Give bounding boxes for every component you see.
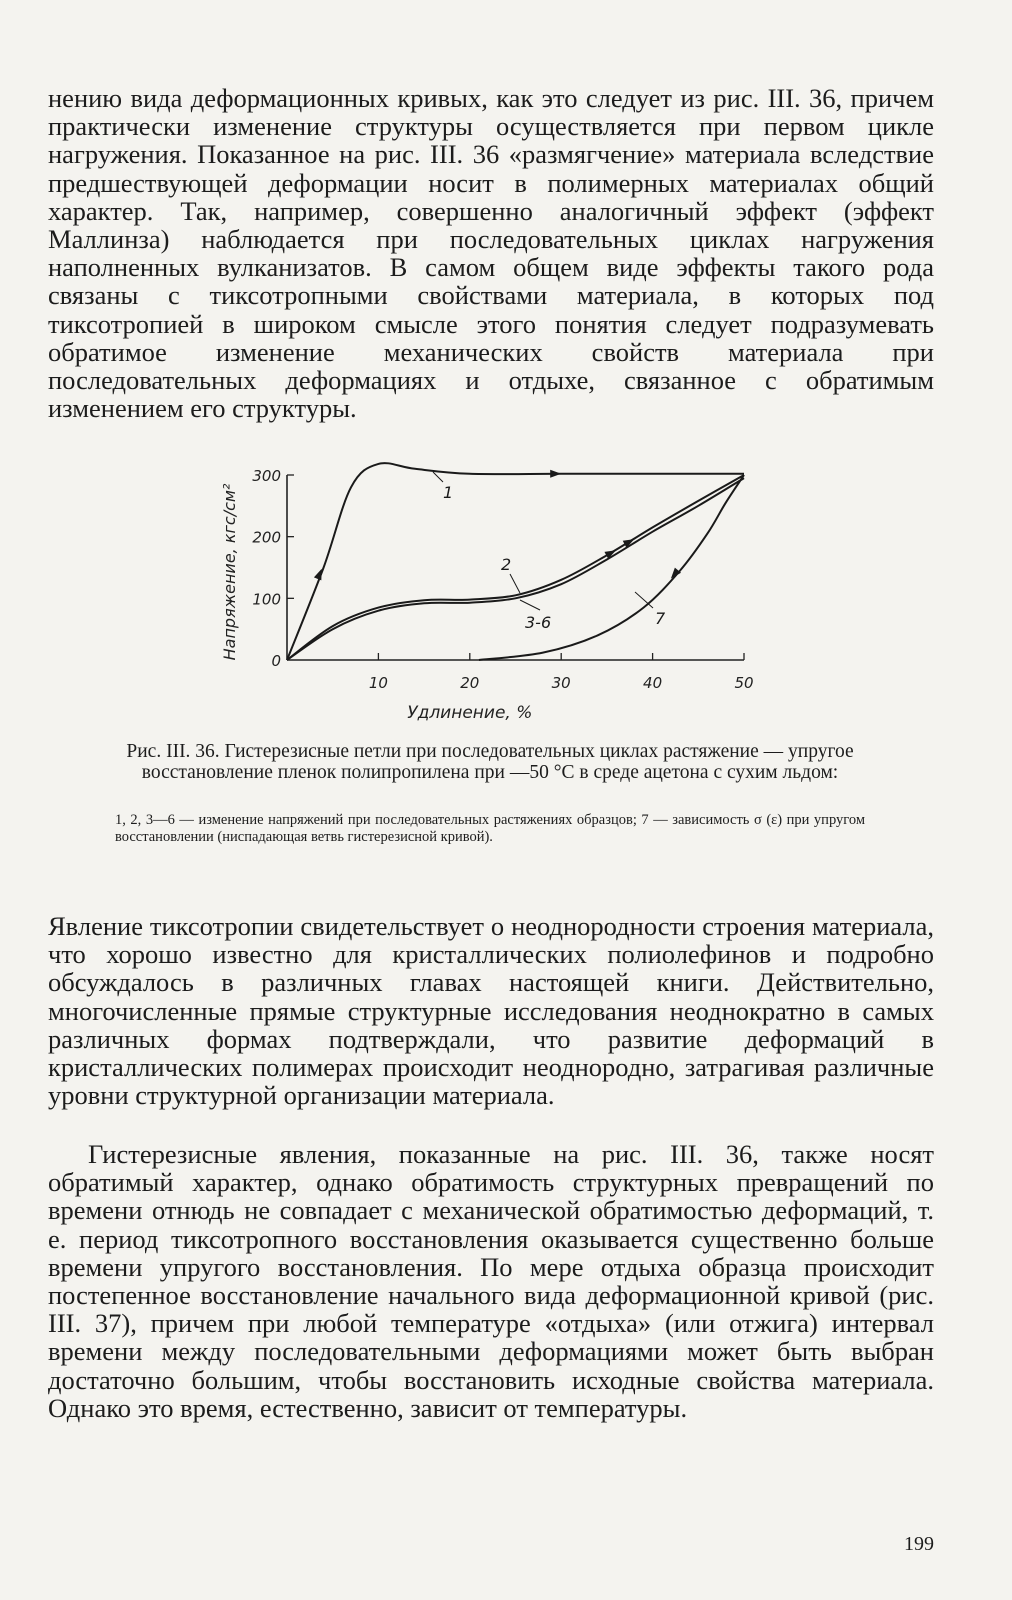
- curve-label-7-leader: [635, 592, 653, 608]
- curve-label-2: 2: [501, 555, 512, 574]
- x-tick-label: 10: [368, 674, 388, 692]
- x-tick-label: 50: [734, 674, 754, 692]
- curve-label-1-leader: [433, 472, 443, 482]
- y-tick-label: 0: [271, 652, 281, 670]
- figure-caption-note: 1, 2, 3—6 — изменение напряжений при последовательных растяжениях образцов; 7 — зависимость σ (ε) при упругом восстановлении (ниспадающая ветвь гистерезисной кривой).: [115, 812, 865, 845]
- y-axis-label: Напряжение, кгс/см²: [220, 483, 239, 661]
- hysteresis-chart: [215, 460, 775, 735]
- arrow-curve-7: [668, 568, 681, 582]
- x-tick-label: 20: [460, 674, 480, 692]
- page-number: 199: [904, 1533, 934, 1555]
- curve-1: [287, 463, 744, 660]
- y-tick-label: 300: [252, 467, 281, 485]
- figure-hysteresis: [215, 460, 775, 735]
- figure-caption: Рис. III. 36. Гистерезисные петли при последовательных циклах растяжение — упругое восстановление пленок полипропилена при —50 °С в среде ацетона с сухим льдом:: [126, 741, 854, 783]
- curve-2: [287, 475, 744, 660]
- curve-label-2-leader: [510, 574, 520, 593]
- x-tick-label: 40: [643, 674, 663, 692]
- paragraph-2: Явление тиксотропии свидетельствует о неоднородности строения материала, что хорошо известно для кристаллических полиолефинов и подробно обсуждалось в различных главах настоящей книги. Действительно, многочисленные прямые структурные исследования неоднократно в самых различных формах подтверждали, что развитие деформаций в кристаллических полимерах происходит неоднородно, затрагивая различные уровни структурной организации материала.: [48, 911, 934, 1111]
- y-tick-label: 200: [252, 528, 281, 547]
- y-tick-label: 100: [252, 590, 281, 609]
- curve-label-3-6-leader: [520, 600, 540, 610]
- x-axis-label: Удлинение, %: [407, 703, 533, 723]
- paragraph-1: нению вида деформационных кривых, как это следует из рис. III. 36, причем практически изменение структуры осуществляется при первом цикле нагружения. Показанное на рис. III. 36 «размягчение» материала вследствие предшествующей деформации носит в полимерных материалах общий характер. Так, например, совершенно аналогичный эффект (эффект Маллинза) наблюдается при последовательных циклах нагружения наполненных вулканизатов. В самом общем виде эффекты такого рода связаны с тиксотропными свойствами материала, в которых под тиксотропией в широком смысле этого понятия следует подразумевать обратимое изменение механических свойств материала при последовательных деформациях и отдыхе, связанное с обратимым изменением его структуры.: [48, 83, 934, 424]
- curve-label-1: 1: [443, 483, 454, 502]
- x-tick-label: 30: [551, 674, 571, 692]
- paragraph-3: Гистерезисные явления, показанные на рис. III. 36, также носят обратимый характер, однако обратимость структурных превращений по времени отнюдь не совпадает с механической обратимостью деформаций, т. е. период тиксотропного восстановления оказывается существенно больше времени упругого восстановления. По мере отдыха образца происходит постепенное восстановление начального вида деформационной кривой (рис. III. 37), причем при любой температуре «отдыха» (или отжига) интервал времени между последовательными деформациями может быть выбран достаточно большим, чтобы восстановить исходные свойства материала. Однако это время, естественно, зависит от температуры.: [48, 1139, 934, 1423]
- curve-label-7: 7: [655, 609, 666, 628]
- curve-label-3-6: 3-6: [525, 613, 552, 632]
- arrow-curve-1-right: [550, 470, 561, 478]
